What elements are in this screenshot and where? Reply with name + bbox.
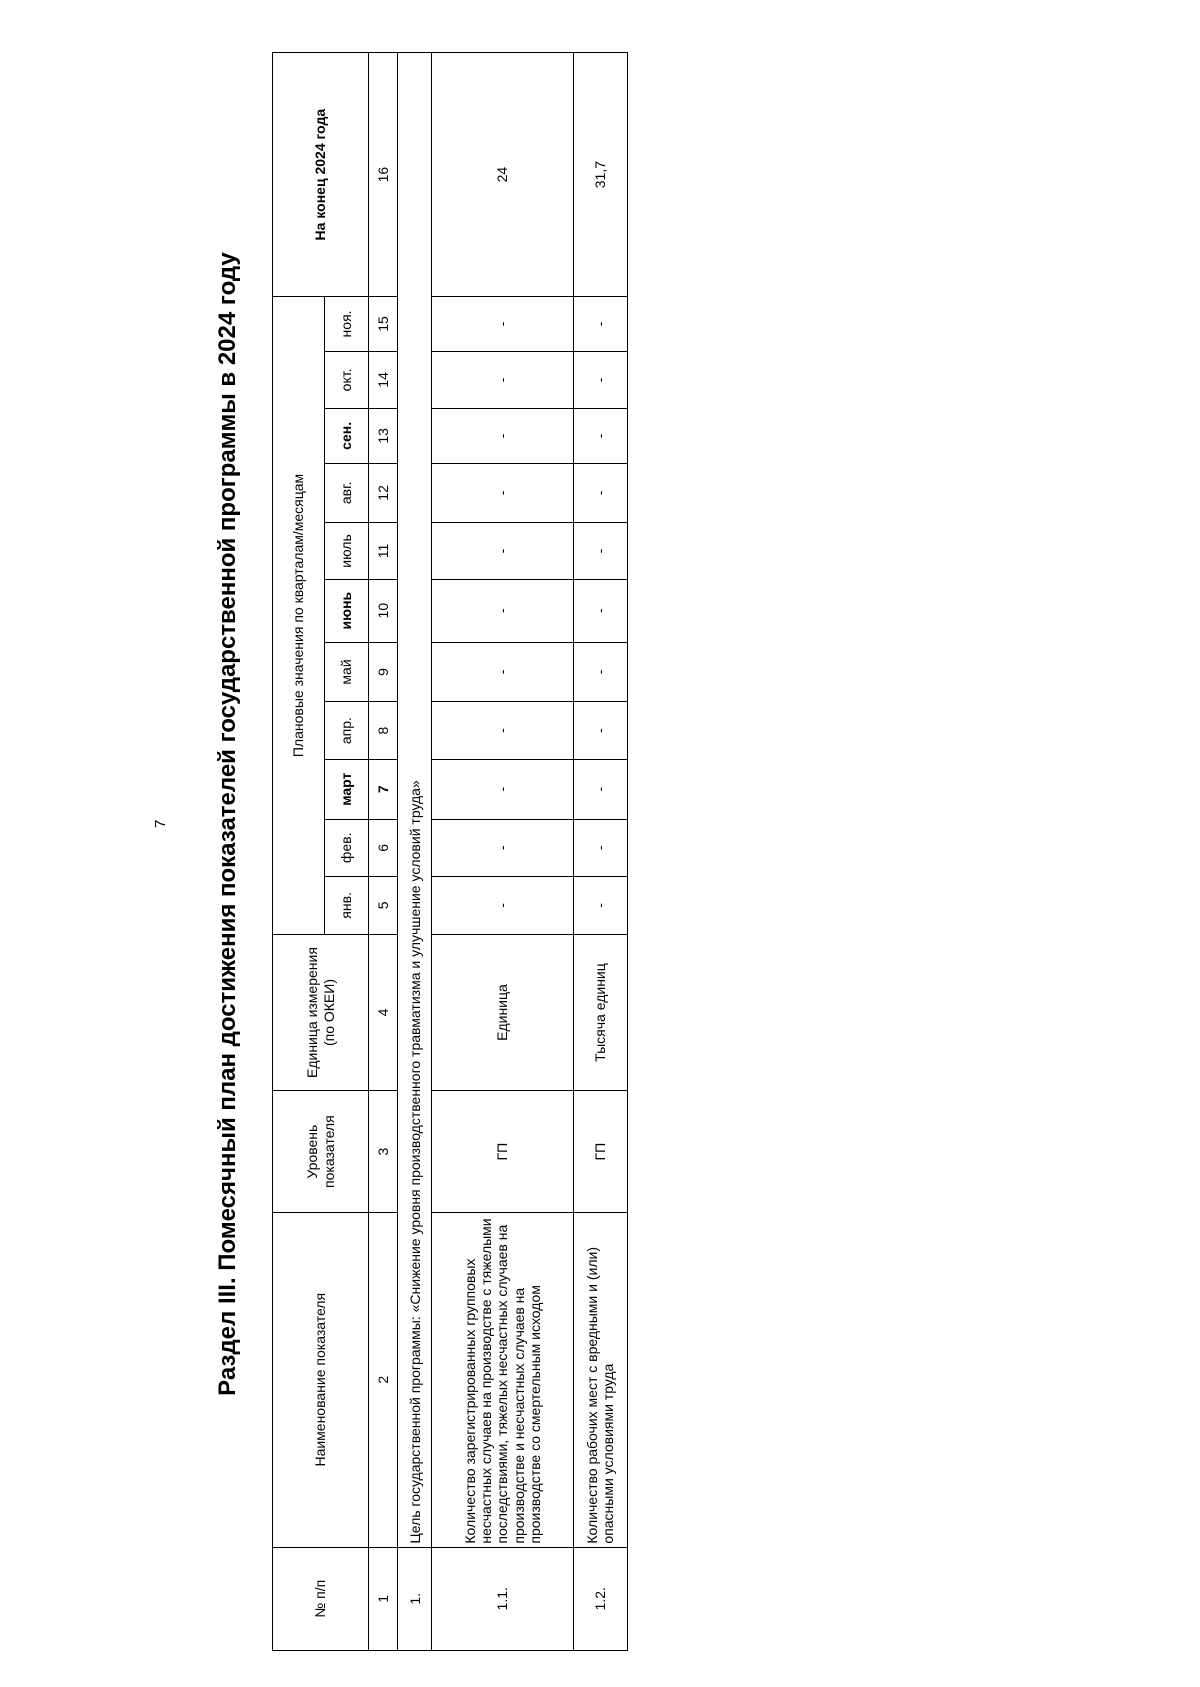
column-number: 11 [369, 523, 398, 579]
column-number: 9 [369, 642, 398, 702]
header-plan: Плановые значения по кварталам/месяцам [273, 297, 325, 934]
row-month-value: - [573, 297, 627, 351]
page-number: 7 [152, 819, 169, 828]
row-month-value: - [573, 642, 627, 702]
goal-text: Цель государственной программы: «Снижение уровня производственного травматизма и улучшение условий труда» [398, 53, 432, 1548]
header-level: Уровень показателя [273, 1091, 369, 1213]
row-month-value: - [432, 877, 574, 935]
column-number: 15 [369, 297, 398, 351]
row-month-value: - [432, 409, 574, 463]
row-month-value: - [432, 759, 574, 819]
row-num: 1.1. [432, 1547, 574, 1650]
row-name: Количество рабочих мест с вредными и (или) опасными условиями труда [573, 1212, 627, 1547]
column-numbers-row [369, 53, 398, 1651]
row-month-value: - [573, 409, 627, 463]
row-unit: Единица [432, 934, 574, 1091]
header-month: июль [325, 523, 369, 579]
row-end-value: 24 [432, 53, 574, 297]
row-month-value: - [432, 819, 574, 877]
column-number: 1 [369, 1547, 398, 1650]
header-month: май [325, 642, 369, 702]
table-row [432, 53, 574, 1651]
header-month: июнь [325, 579, 369, 642]
row-level: ГП [432, 1091, 574, 1213]
column-number: 16 [369, 53, 398, 297]
row-month-value: - [573, 351, 627, 409]
row-month-value: - [432, 523, 574, 579]
column-number: 3 [369, 1091, 398, 1213]
header-month: сен. [325, 409, 369, 463]
column-number: 13 [369, 409, 398, 463]
row-month-value: - [432, 463, 574, 523]
row-month-value: - [573, 759, 627, 819]
column-number: 6 [369, 819, 398, 877]
row-month-value: - [573, 463, 627, 523]
row-level: ГП [573, 1091, 627, 1213]
row-end-value: 31,7 [573, 53, 627, 297]
row-month-value: - [432, 702, 574, 760]
section-title: Раздел III. Помесячный план достижения показателей государственной программы в 2024 году [214, 252, 241, 1396]
header-month: ноя. [325, 297, 369, 351]
header-month: янв. [325, 877, 369, 935]
goal-row [398, 53, 432, 1651]
row-name: Количество зарегистрированных групповых несчастных случаев на производстве с тяжелыми последствиями, тяжелых несчастных случаев на производстве и несчастных случаев на производстве со смертельным исходом [432, 1212, 574, 1547]
header-month: апр. [325, 702, 369, 760]
column-number: 12 [369, 463, 398, 523]
monthly-plan-table [272, 52, 628, 1651]
column-number: 5 [369, 877, 398, 935]
row-num: 1.2. [573, 1547, 627, 1650]
goal-num: 1. [398, 1547, 432, 1650]
column-number: 14 [369, 351, 398, 409]
column-number: 7 [369, 759, 398, 819]
column-number: 8 [369, 702, 398, 760]
header-month: окт. [325, 351, 369, 409]
row-month-value: - [573, 523, 627, 579]
column-number: 2 [369, 1212, 398, 1547]
table-row [573, 53, 627, 1651]
header-month: авг. [325, 463, 369, 523]
header-unit: Единица измерения (по ОКЕИ) [273, 934, 369, 1091]
row-month-value: - [573, 579, 627, 642]
column-number: 10 [369, 579, 398, 642]
header-num: № п/п [273, 1547, 369, 1650]
row-month-value: - [573, 702, 627, 760]
row-month-value: - [432, 297, 574, 351]
row-month-value: - [432, 351, 574, 409]
indicators-table-wrapper [272, 52, 628, 1651]
header-month: март [325, 759, 369, 819]
row-month-value: - [432, 579, 574, 642]
header-month: фев. [325, 819, 369, 877]
header-end: На конец 2024 года [273, 53, 369, 297]
row-month-value: - [573, 819, 627, 877]
header-name: Наименование показателя [273, 1212, 369, 1547]
row-month-value: - [432, 642, 574, 702]
row-unit: Тысяча единиц [573, 934, 627, 1091]
column-number: 4 [369, 934, 398, 1091]
row-month-value: - [573, 877, 627, 935]
